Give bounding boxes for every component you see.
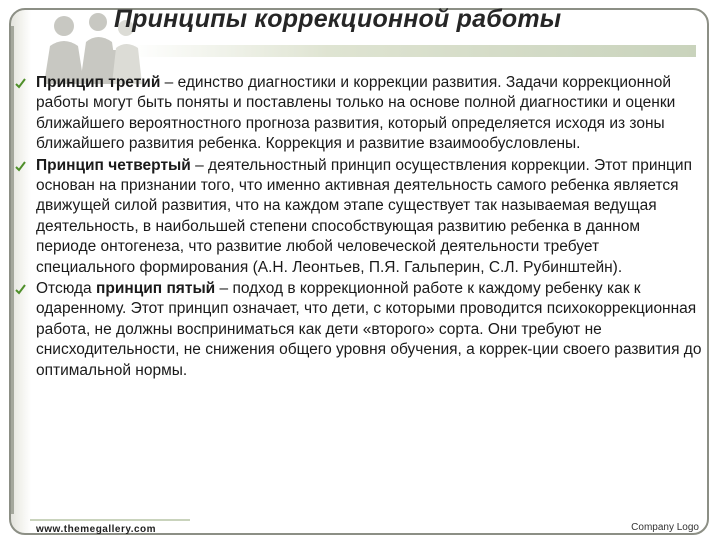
footer-rule — [30, 519, 190, 521]
slide-body — [14, 73, 702, 381]
checkmark-icon — [15, 284, 26, 295]
bullet-text: – подход в коррекционной работе к каждому ребенку как к одаренному. Этот принцип означает, что дети, с которыми проводится психокоррекционная работа, не должны восприниматься как дети «второго» сорта. Они требуют не снисходительности, не снижения общего уровня обучения, а коррек-ции своего развития до оптимальной нормы. — [36, 280, 702, 379]
page-title: Принципы коррекционной работы — [114, 5, 562, 33]
bullet-text: – деятельностный принцип осуществления коррекции. Этот принцип основан на признании того, что именно активная деятельность самого ребенка является движущей силой развития, что на каждом этапе существует так называемая ведущая деятельность, в наибольшей степени способствующая развитию ребенка в данном периоде онтогенеза, что развитие любой человеческой деятельности требует специального формирования (А.Н. Леонтьев, П.Я. Гальперин, С.Л. Рубинштейн). — [36, 156, 692, 276]
bullet-bold: Принцип четвертый — [36, 156, 191, 174]
checkmark-icon — [15, 161, 26, 172]
bullet-bold: Принцип третий — [36, 74, 161, 91]
checkmark-icon — [15, 78, 26, 89]
list-item — [14, 279, 702, 381]
bullet-lead: Отсюда — [36, 280, 96, 298]
title-strip — [130, 45, 696, 57]
bullet-bold: принцип пятый — [96, 280, 216, 298]
footer-logo: Company Logo — [631, 522, 699, 533]
footer-url: www.themegallery.com — [36, 524, 157, 535]
bullet-text: – единство диагностики и коррекции развития. Задачи коррекционной работы могут быть поняты и поставлены только на основе полной диагностики и оценки ближайшего вероятностного прогноза развития, который определяется исходя из зоны ближайшего развития ребенка. Коррекция и развитие взаимообусловлены. — [36, 74, 676, 153]
list-item — [14, 73, 702, 155]
list-item — [14, 156, 702, 278]
